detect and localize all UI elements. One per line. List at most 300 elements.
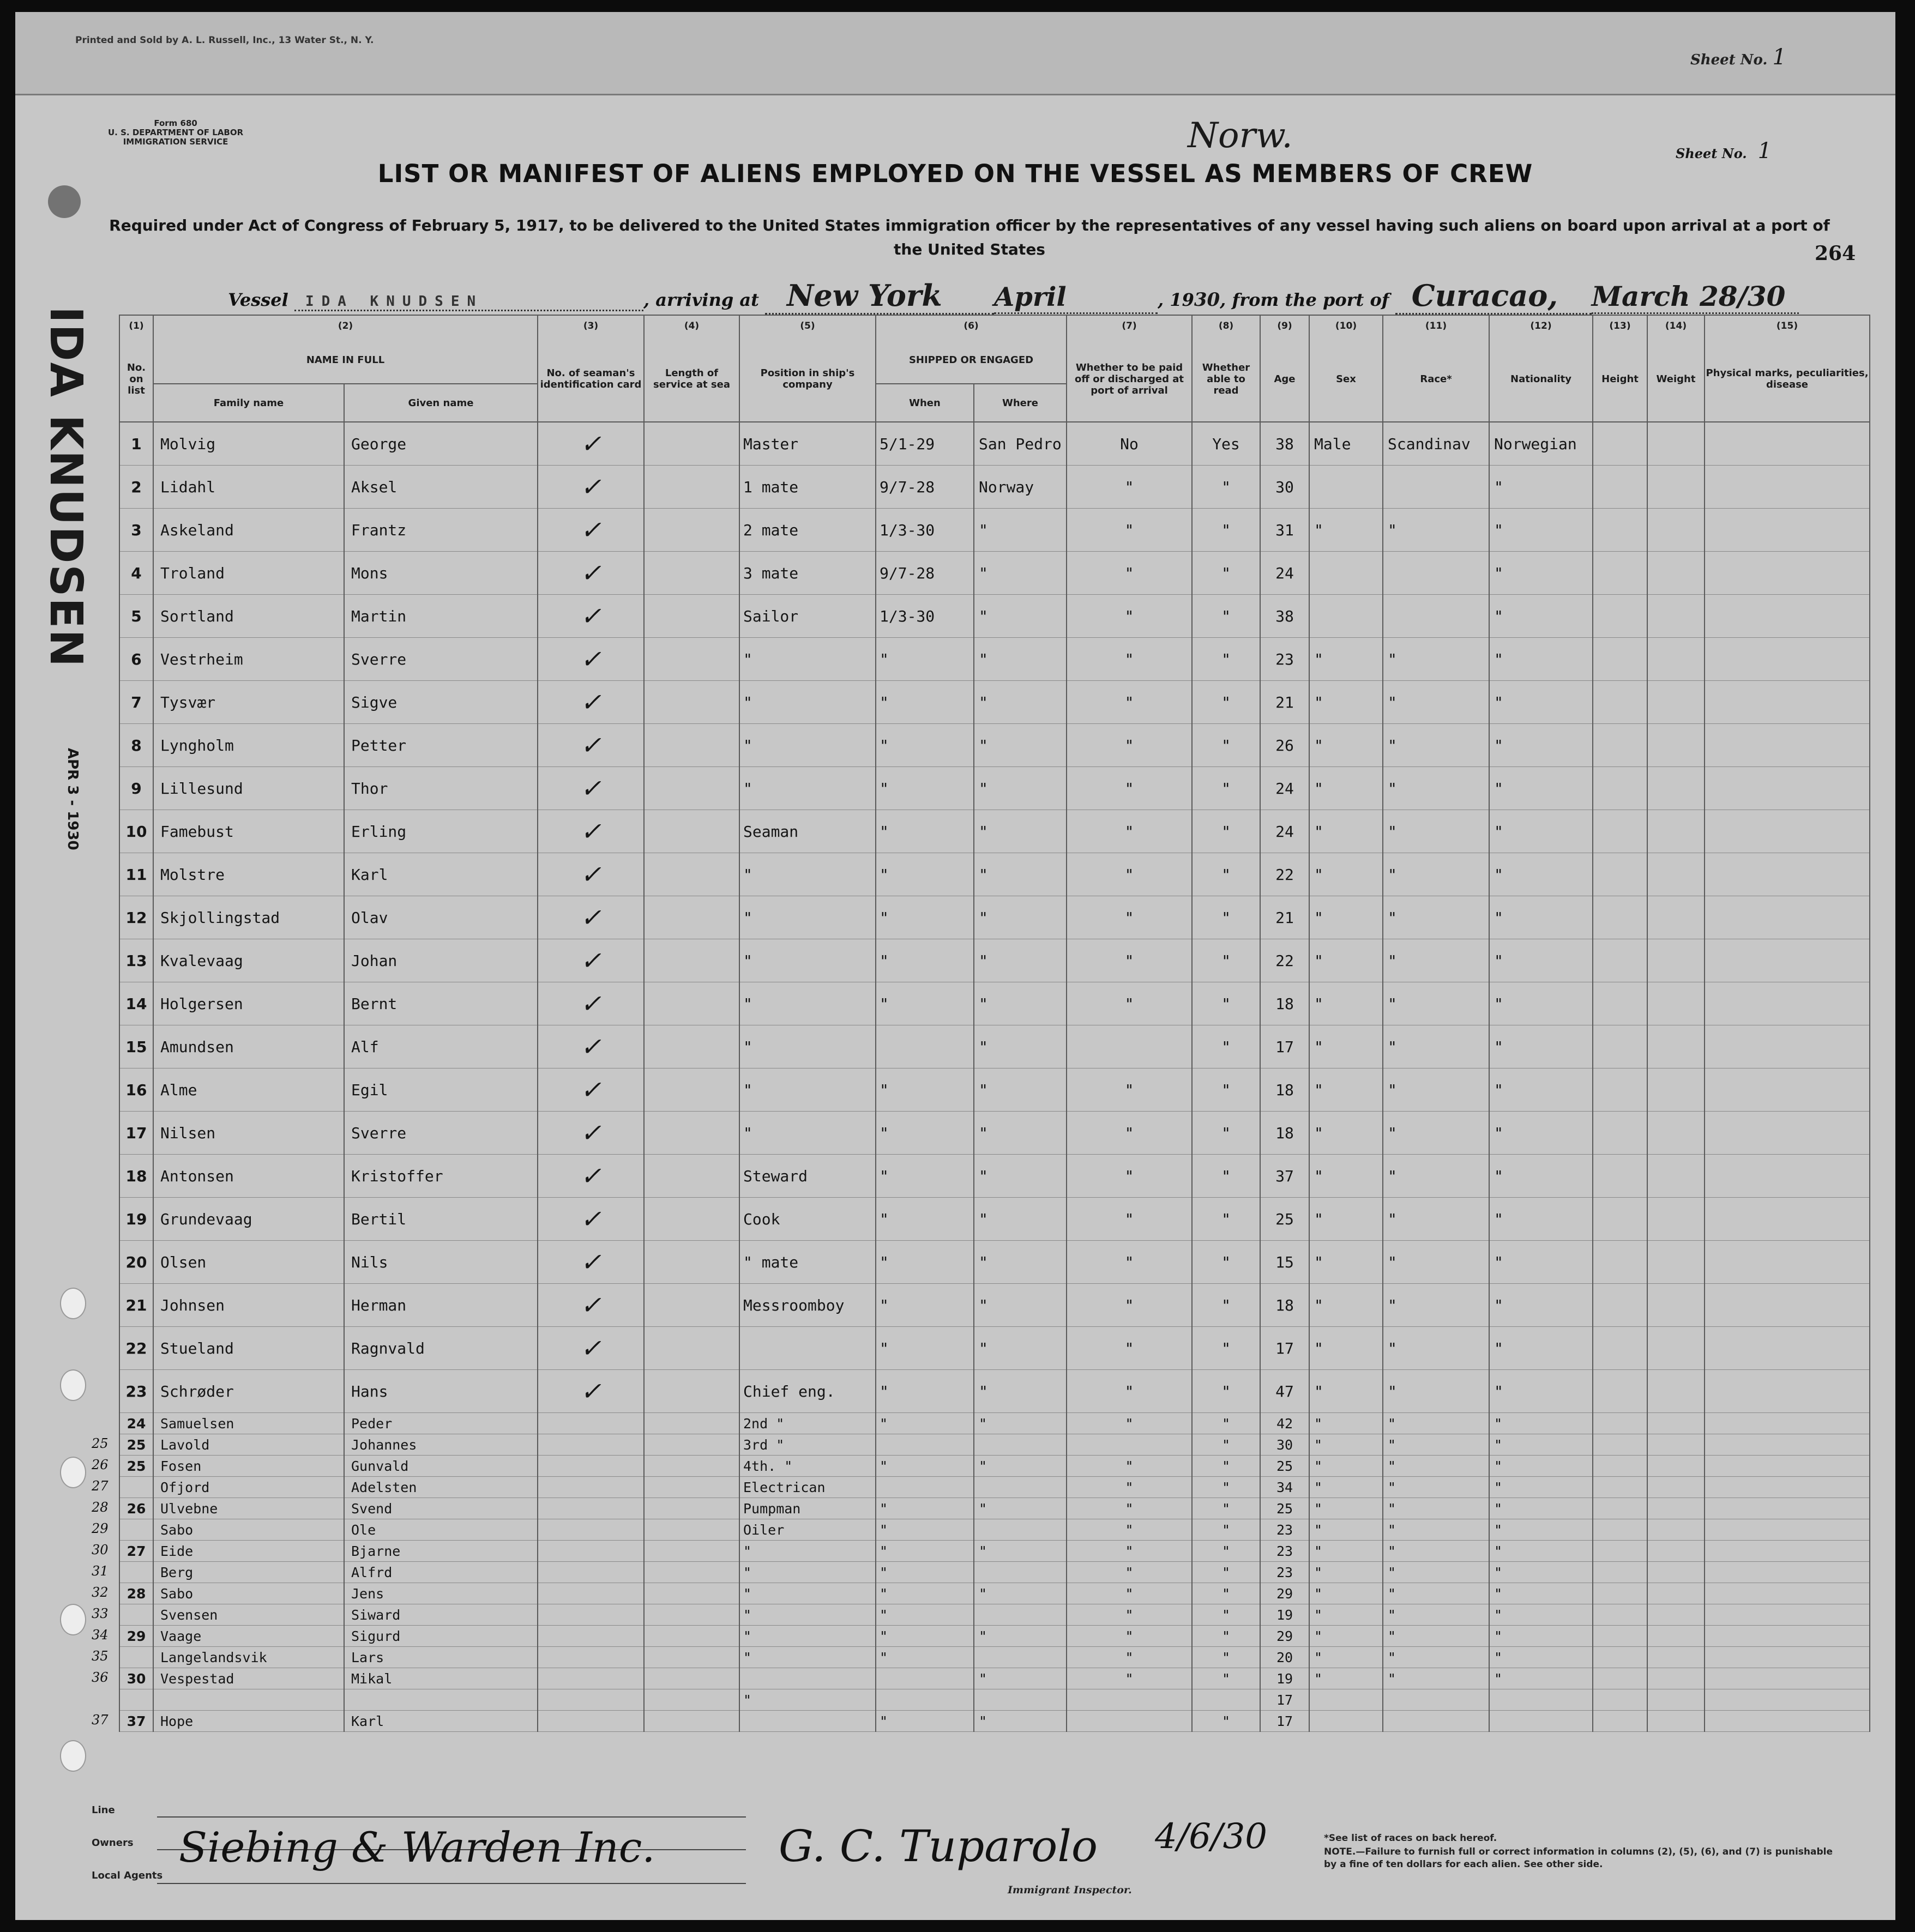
sheet-number-top: Sheet No. 1 [1690, 45, 1786, 70]
cell-where: " [974, 1626, 1067, 1647]
cell-marks [1705, 1241, 1870, 1284]
cell-age: 24 [1260, 810, 1309, 853]
cell-fam: Holgersen [153, 982, 344, 1025]
cell-when: " [876, 1541, 974, 1562]
cell-race: " [1383, 939, 1489, 982]
cell-when: " [876, 1284, 974, 1327]
cell-chk [538, 1647, 644, 1668]
cell-race: " [1383, 1583, 1489, 1604]
crew-row [119, 1327, 1870, 1370]
cell-age: 47 [1260, 1370, 1309, 1413]
cell-fam: Ofjord [153, 1477, 344, 1498]
cell-paid: " [1067, 1198, 1192, 1241]
crew-row [119, 638, 1870, 681]
cell-wt [1647, 810, 1705, 853]
cell-pos: 3 mate [739, 552, 876, 595]
header-age: Age [1260, 336, 1309, 422]
cell-age: 26 [1260, 724, 1309, 767]
cell-len [644, 1327, 739, 1370]
cell-n: 5 [119, 595, 153, 638]
cell-len [644, 422, 739, 466]
cell-wt [1647, 1541, 1705, 1562]
cell-len [644, 982, 739, 1025]
cell-where: " [974, 1711, 1067, 1732]
cell-where: " [974, 1413, 1067, 1434]
cell-wt [1647, 638, 1705, 681]
cell-where: " [974, 1583, 1067, 1604]
cell-when: " [876, 1198, 974, 1241]
cell-race: " [1383, 1327, 1489, 1370]
cell-giv: Ole [344, 1519, 538, 1541]
crew-row [119, 1112, 1870, 1155]
cell-read: " [1192, 1626, 1260, 1647]
cell-race: " [1383, 982, 1489, 1025]
cell-where: " [974, 767, 1067, 810]
crew-row [119, 1541, 1870, 1562]
cell-chk: ✓ [538, 1198, 644, 1241]
cell-marks [1705, 1198, 1870, 1241]
header-position: Position in ship's company [739, 336, 876, 422]
cell-fam: Vestrheim [153, 638, 344, 681]
cell-nat: " [1489, 1327, 1593, 1370]
cell-sex: " [1309, 1647, 1383, 1668]
renumber-mark: 29 [92, 1521, 109, 1536]
cell-sex: " [1309, 896, 1383, 939]
crew-row [119, 853, 1870, 896]
cell-len [644, 1025, 739, 1068]
cell-n [119, 1689, 153, 1711]
cell-ht [1593, 1434, 1647, 1456]
cell-pos: " [739, 1604, 876, 1626]
cell-race: Scandinav [1383, 422, 1489, 466]
cell-fam: Grundevaag [153, 1198, 344, 1241]
cell-giv: Bertil [344, 1198, 538, 1241]
cell-fam: Lidahl [153, 466, 344, 509]
top-stub [15, 12, 1895, 95]
cell-giv [344, 1689, 538, 1711]
cell-wt [1647, 1668, 1705, 1689]
cell-age: 22 [1260, 853, 1309, 896]
header-given-name: Given name [344, 384, 538, 422]
cell-paid: " [1067, 1112, 1192, 1155]
cell-read: " [1192, 1155, 1260, 1198]
cell-nat: " [1489, 1498, 1593, 1519]
cell-nat: " [1489, 1519, 1593, 1541]
cell-giv: Thor [344, 767, 538, 810]
cell-marks [1705, 1284, 1870, 1327]
arrival-year: 30 [1194, 289, 1220, 311]
cell-when: " [876, 1604, 974, 1626]
cell-sex [1309, 466, 1383, 509]
cell-when [876, 1477, 974, 1498]
cell-read: " [1192, 1668, 1260, 1689]
cell-sex: " [1309, 1477, 1383, 1498]
cell-n: 21 [119, 1284, 153, 1327]
cell-marks [1705, 1112, 1870, 1155]
cell-sex: " [1309, 1456, 1383, 1477]
cell-pos: " [739, 982, 876, 1025]
cell-giv: Alfrd [344, 1562, 538, 1583]
cell-nat: " [1489, 1477, 1593, 1498]
cell-pos: Chief eng. [739, 1370, 876, 1413]
cell-read: " [1192, 681, 1260, 724]
cell-nat: " [1489, 1370, 1593, 1413]
cell-age: 30 [1260, 466, 1309, 509]
cell-chk: ✓ [538, 767, 644, 810]
cell-ht [1593, 595, 1647, 638]
cell-giv: Nils [344, 1241, 538, 1284]
cell-nat: " [1489, 810, 1593, 853]
header-weight: Weight [1647, 336, 1705, 422]
crew-row [119, 724, 1870, 767]
cell-ht [1593, 1626, 1647, 1647]
header-nationality: Nationality [1489, 336, 1593, 422]
cell-marks [1705, 1562, 1870, 1583]
cell-wt [1647, 1370, 1705, 1413]
cell-giv: Sverre [344, 638, 538, 681]
cell-paid: " [1067, 1604, 1192, 1626]
cell-race: " [1383, 638, 1489, 681]
cell-sex: " [1309, 939, 1383, 982]
cell-marks [1705, 509, 1870, 552]
cell-marks [1705, 1604, 1870, 1626]
cell-sex: " [1309, 1068, 1383, 1112]
cell-where: " [974, 1327, 1067, 1370]
cell-marks [1705, 724, 1870, 767]
cell-len [644, 1370, 739, 1413]
cell-pos: 1 mate [739, 466, 876, 509]
cell-sex: " [1309, 853, 1383, 896]
cell-nat: " [1489, 509, 1593, 552]
cell-paid: " [1067, 1583, 1192, 1604]
cell-nat: " [1489, 1583, 1593, 1604]
cell-where: " [974, 681, 1067, 724]
printer-note: Printed and Sold by A. L. Russell, Inc., 13 Water St., N. Y. [75, 35, 374, 46]
col-num: (6) [876, 315, 1067, 336]
cell-read: " [1192, 939, 1260, 982]
header-able-read: Whether able to read [1192, 336, 1260, 422]
cell-chk: ✓ [538, 422, 644, 466]
cell-race [1383, 1711, 1489, 1732]
renumber-mark: 25 [92, 1436, 109, 1451]
cell-n: 15 [119, 1025, 153, 1068]
cell-where: " [974, 1668, 1067, 1689]
penalty-note: NOTE.—Failure to furnish full or correct information in columns (2), (5), (6), and (7) is punishable by a fine of ten dollars for each alien. See other side. [1324, 1846, 1833, 1870]
cell-chk: ✓ [538, 595, 644, 638]
nationality-annotation: Norw. [1188, 116, 1293, 156]
cell-chk [538, 1604, 644, 1626]
header-sex: Sex [1309, 336, 1383, 422]
cell-pos: " [739, 767, 876, 810]
cell-marks [1705, 810, 1870, 853]
cell-chk: ✓ [538, 982, 644, 1025]
cell-pos: " [739, 1541, 876, 1562]
cell-pos: Oiler [739, 1519, 876, 1541]
cell-sex: " [1309, 1498, 1383, 1519]
cell-where [974, 1519, 1067, 1541]
cell-marks [1705, 1370, 1870, 1413]
cell-giv: Mons [344, 552, 538, 595]
cell-len [644, 595, 739, 638]
cell-wt [1647, 1562, 1705, 1583]
cell-paid: " [1067, 1456, 1192, 1477]
cell-sex: " [1309, 1025, 1383, 1068]
cell-where [974, 1689, 1067, 1711]
cell-read: " [1192, 1434, 1260, 1456]
cell-ht [1593, 1647, 1647, 1668]
cell-n [119, 1477, 153, 1498]
arrival-port: New York [765, 278, 994, 315]
cell-paid: " [1067, 939, 1192, 982]
cell-where: " [974, 552, 1067, 595]
cell-race: " [1383, 767, 1489, 810]
cell-marks [1705, 681, 1870, 724]
cell-n: 14 [119, 982, 153, 1025]
cell-len [644, 509, 739, 552]
cell-wt [1647, 1498, 1705, 1519]
cell-read: " [1192, 982, 1260, 1025]
cell-len [644, 466, 739, 509]
cell-read: " [1192, 1198, 1260, 1241]
cell-fam: Johnsen [153, 1284, 344, 1327]
cell-giv: Kristoffer [344, 1155, 538, 1198]
cell-age: 23 [1260, 1541, 1309, 1562]
cell-fam: Schrøder [153, 1370, 344, 1413]
cell-race: " [1383, 1626, 1489, 1647]
cell-when [876, 1434, 974, 1456]
cell-giv: Ragnvald [344, 1327, 538, 1370]
cell-age: 20 [1260, 1647, 1309, 1668]
cell-paid: " [1067, 1626, 1192, 1647]
cell-fam: Sabo [153, 1519, 344, 1541]
cell-giv: Gunvald [344, 1456, 538, 1477]
cell-fam: Molvig [153, 422, 344, 466]
cell-chk: ✓ [538, 939, 644, 982]
col-num: (15) [1705, 315, 1870, 336]
cell-marks [1705, 638, 1870, 681]
cell-read: " [1192, 1456, 1260, 1477]
crew-row [119, 1583, 1870, 1604]
cell-chk: ✓ [538, 1112, 644, 1155]
ink-blot [48, 185, 81, 218]
cell-fam: Langelandsvik [153, 1647, 344, 1668]
renumber-mark: 34 [92, 1627, 109, 1643]
cell-paid [1067, 1711, 1192, 1732]
cell-fam: Eide [153, 1541, 344, 1562]
cell-giv: Frantz [344, 509, 538, 552]
cell-race: " [1383, 1198, 1489, 1241]
cell-len [644, 1689, 739, 1711]
crew-row [119, 1519, 1870, 1541]
cell-read: " [1192, 1068, 1260, 1112]
cell-age: 38 [1260, 422, 1309, 466]
cell-paid: " [1067, 896, 1192, 939]
cell-read: " [1192, 810, 1260, 853]
cell-sex: " [1309, 638, 1383, 681]
cell-paid: " [1067, 1498, 1192, 1519]
cell-where [974, 1562, 1067, 1583]
cell-len [644, 552, 739, 595]
cell-giv: Hans [344, 1370, 538, 1413]
cell-nat [1489, 1711, 1593, 1732]
cell-marks [1705, 1155, 1870, 1198]
col-num: (4) [644, 315, 739, 336]
col-num: (11) [1383, 315, 1489, 336]
cell-age: 23 [1260, 638, 1309, 681]
cell-race: " [1383, 1562, 1489, 1583]
cell-chk [538, 1562, 644, 1583]
cell-read: " [1192, 509, 1260, 552]
crew-body [119, 422, 1870, 1732]
cell-pos: Master [739, 422, 876, 466]
cell-where: " [974, 1198, 1067, 1241]
cell-wt [1647, 767, 1705, 810]
cell-giv: Martin [344, 595, 538, 638]
cell-sex: Male [1309, 422, 1383, 466]
form-number: Form 680 U. S. DEPARTMENT OF LABOR IMMIGRATION SERVICE [108, 118, 244, 147]
cell-n: 17 [119, 1112, 153, 1155]
punch-hole [60, 1288, 86, 1319]
cell-read [1192, 1689, 1260, 1711]
renumber-mark: 35 [92, 1649, 109, 1664]
cell-pos: Messroomboy [739, 1284, 876, 1327]
cell-fam: Stueland [153, 1327, 344, 1370]
col-num: (14) [1647, 315, 1705, 336]
cell-race [1383, 552, 1489, 595]
cell-ht [1593, 1370, 1647, 1413]
cell-n: 12 [119, 896, 153, 939]
cell-age: 25 [1260, 1498, 1309, 1519]
cell-giv: Petter [344, 724, 538, 767]
cell-chk: ✓ [538, 896, 644, 939]
cell-fam: Famebust [153, 810, 344, 853]
agents-signature: Siebing & Warden Inc. [179, 1823, 655, 1871]
crew-row [119, 595, 1870, 638]
crew-row [119, 1689, 1870, 1711]
departure-port: Curacao, [1395, 278, 1592, 315]
col-num: (2) [153, 315, 538, 336]
cell-fam: Antonsen [153, 1155, 344, 1198]
cell-marks [1705, 1583, 1870, 1604]
cell-sex: " [1309, 982, 1383, 1025]
cell-read: " [1192, 1498, 1260, 1519]
cell-chk: ✓ [538, 638, 644, 681]
cell-sex: " [1309, 1155, 1383, 1198]
cell-race: " [1383, 1434, 1489, 1456]
cell-age: 22 [1260, 939, 1309, 982]
cell-wt [1647, 1284, 1705, 1327]
cell-paid: " [1067, 982, 1192, 1025]
cell-read: " [1192, 1604, 1260, 1626]
agents-label: Local Agents [92, 1870, 163, 1881]
cell-pos: " [739, 1583, 876, 1604]
renumber-mark: 33 [92, 1606, 109, 1621]
cell-wt [1647, 1112, 1705, 1155]
cell-chk [538, 1711, 644, 1732]
cell-pos: " [739, 724, 876, 767]
cell-race: " [1383, 1498, 1489, 1519]
cell-giv: Sverre [344, 1112, 538, 1155]
cell-where: " [974, 638, 1067, 681]
cell-pos: 2 mate [739, 509, 876, 552]
cell-len [644, 810, 739, 853]
col-num: (7) [1067, 315, 1192, 336]
crew-row [119, 1477, 1870, 1498]
cell-sex: " [1309, 1583, 1383, 1604]
cell-marks [1705, 853, 1870, 896]
cell-chk: ✓ [538, 466, 644, 509]
cell-paid: " [1067, 853, 1192, 896]
cell-when: " [876, 1562, 974, 1583]
renumber-mark: 37 [92, 1712, 109, 1728]
cell-len [644, 681, 739, 724]
cell-giv: Egil [344, 1068, 538, 1112]
crew-row [119, 1284, 1870, 1327]
cell-nat: " [1489, 853, 1593, 896]
cell-fam: Samuelsen [153, 1413, 344, 1434]
vessel-line: Vessel IDA KNUDSEN , arriving at New York April , 1930, from the port of Curacao, March 28/30 [228, 278, 1799, 315]
cell-chk [538, 1477, 644, 1498]
cell-ht [1593, 1327, 1647, 1370]
cell-paid: " [1067, 1155, 1192, 1198]
col-num: (13) [1593, 315, 1647, 336]
cell-wt [1647, 1413, 1705, 1434]
cell-n: 19 [119, 1198, 153, 1241]
cell-ht [1593, 1198, 1647, 1241]
cell-where: " [974, 982, 1067, 1025]
cell-giv: Adelsten [344, 1477, 538, 1498]
cell-nat: " [1489, 638, 1593, 681]
cell-ht [1593, 939, 1647, 982]
cell-giv: Karl [344, 1711, 538, 1732]
cell-where: " [974, 1068, 1067, 1112]
crew-row [119, 1562, 1870, 1583]
cell-where: " [974, 1284, 1067, 1327]
cell-chk: ✓ [538, 1155, 644, 1198]
cell-fam: Sortland [153, 595, 344, 638]
cell-wt [1647, 1626, 1705, 1647]
cell-chk: ✓ [538, 681, 644, 724]
cell-read: " [1192, 724, 1260, 767]
cell-pos: Cook [739, 1198, 876, 1241]
cell-read: " [1192, 552, 1260, 595]
cell-when: " [876, 767, 974, 810]
cell-marks [1705, 1711, 1870, 1732]
cell-pos: " [739, 853, 876, 896]
cell-age: 29 [1260, 1626, 1309, 1647]
cell-ht [1593, 767, 1647, 810]
cell-fam: Kvalevaag [153, 939, 344, 982]
cell-giv: Jens [344, 1583, 538, 1604]
cell-marks [1705, 1498, 1870, 1519]
cell-wt [1647, 1647, 1705, 1668]
cell-where: " [974, 509, 1067, 552]
cell-giv: Bernt [344, 982, 538, 1025]
cell-n: 30 [119, 1668, 153, 1689]
cell-chk: ✓ [538, 1241, 644, 1284]
cell-sex: " [1309, 681, 1383, 724]
cell-read: " [1192, 1413, 1260, 1434]
cell-sex: " [1309, 767, 1383, 810]
races-note: *See list of races on back hereof. [1324, 1833, 1497, 1844]
cell-paid: " [1067, 767, 1192, 810]
header-paid-off: Whether to be paid off or discharged at port of arrival [1067, 336, 1192, 422]
cell-len [644, 1434, 739, 1456]
cell-pos [739, 1327, 876, 1370]
cell-age: 21 [1260, 681, 1309, 724]
cell-age: 17 [1260, 1689, 1309, 1711]
cell-paid: " [1067, 1068, 1192, 1112]
